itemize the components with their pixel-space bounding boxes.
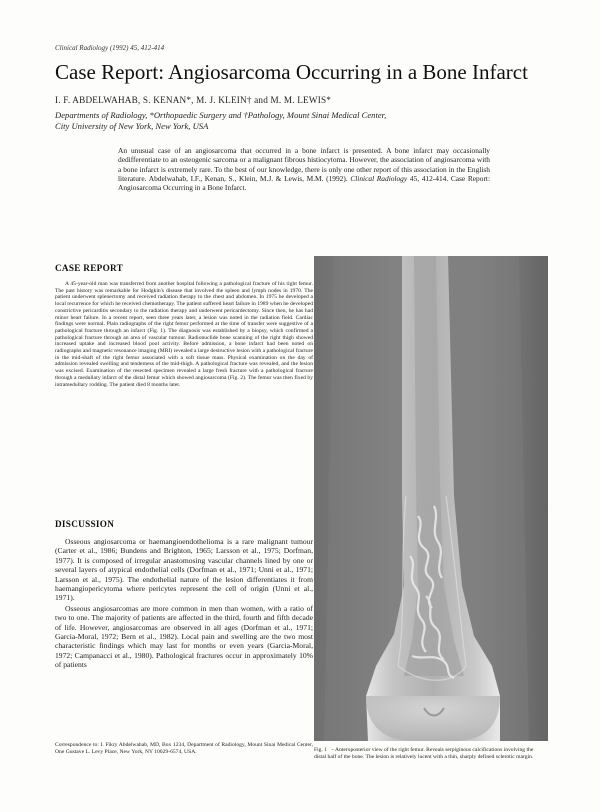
discussion-text [55, 537, 313, 670]
authors: I. F. ABDELWAHAB, S. KENAN*, M. J. KLEIN† and M. M. LEWIS* [55, 95, 332, 105]
affiliation [55, 110, 485, 131]
figure-radiograph [314, 256, 548, 741]
section-heading-discussion: DISCUSSION [55, 519, 115, 529]
discussion-paragraph-2: Osseous angiosarcomas are more common in men than women, with a ratio of two to one. The majority of patients are affected in the third, fourth and fifth decade of life. However, angiosarcomas are observed in all ages (Dorfman et al., 1971; Garcia-Moral, 1972; Bern et al., 1982). Local pain and swelling are the two most characteristic findings which may last for months or even years (Garcia-Moral, 1972; Campanacci et al., 1980). Pathological fractures occur in approximately 10% of patients [55, 603, 313, 670]
abstract-citation-authors: Abdelwahab, I.F., Kenan, S., Klein, M.J. & Lewis, M.M. (1992). [148, 173, 348, 183]
discussion-paragraph-1: Osseous angiosarcoma or haemangioendothelioma is a rare malignant tumour (Carter et al., 1986; Bundens and Brighton, 1965; Larsson et al., 1975; Dorfman, 1977). It is composed of irregular anastomosing vascular channels lined by one or several layers of atypical endothelial cells (Dorfman et al., 1971; Unni et al., 1971; Larsson et al., 1975). The endothelial nature of the lesion differentiates it from haemangiopericytoma where pericytes represent the cell of origin (Unni et al., 1971). [55, 537, 313, 603]
affiliation-line-1: Departments of Radiology, *Orthopaedic Surgery and †Pathology, Mount Sinai Medical Center, [55, 110, 387, 120]
abstract-body: An unusual case of an angiosarcoma that occurred in a bone infarct is presented. A bone infarct may occasionally dedifferentiate to an osteogenic sarcoma or a malignant fibrous histiocytoma. However, the association of angiosarcoma with a bone infarct is extremely rare. To the best of our knowledge, there is only one other report of this association in the English literature. [118, 146, 490, 183]
case-report-paragraph: A 45-year-old man was transferred from another hospital following a pathological fracture of his right femur. The past history was remarkable for Hodgkin's disease that involved the spleen and lymph nodes in 1970. The patient underwent splenectomy and received radiation therapy to the chest and abdomen. In 1975 he developed a local recurrence for which he received chemotherapy. The patient suffered heart failure in 1989 when he developed constrictive pericarditis secondary to the radiation therapy and underwent pericardectomy. Since then, he has had minor heart failure. In a recent report, seen three years later, a lesion was noted in the radiation field. Cardiac findings were normal. Plain radiographs of the right femur performed at the time of transfer were suggestive of a pathological fracture through an infarct (Fig. 1). The diagnosis was established by a biopsy, which confirmed a pathological fracture through an area of vascular tumour. Radionuclide bone scanning of the right thigh showed increased uptake and increased blood pool activity. Before admission, a bone infarct had been noted on radiographs and magnetic resonance imaging (MRI) revealed a large destructive lesion with a pathological fracture in the mid-shaft of the right femur associated with a soft tissue mass. Physical examination on the day of admission revealed swelling and tenderness of the mid-thigh. A pathological fracture was revealed, and the lesion was excised. Examination of the resected specimen revealed a large fresh fracture with a pathological fracture through a medullary infarct of the distal femur which showed angiosarcoma (Fig. 2). The femur was then fixed by intramedullary rodding. The patient died 8 months later. [55, 281, 313, 388]
affiliation-line-2: City University of New York, New York, USA [55, 120, 209, 131]
case-report-text [55, 281, 313, 388]
abstract-citation-journal: Clinical Radiology [350, 173, 408, 183]
paper-title: Case Report: Angiosarcoma Occurring in a Bone Infarct [55, 60, 528, 84]
figure-caption-text: – Anteroposterior view of the right femur. Reveals serpiginous calcifications involving the distal half of the bone. The lesion is relatively lucent with a thin, sharply defined sclerotic margin. [314, 747, 534, 760]
figure-caption [314, 747, 546, 760]
section-heading-case-report: CASE REPORT [55, 263, 124, 273]
journal-header: Clinical Radiology (1992) 45, 412-414 [55, 44, 165, 52]
abstract-citation-rest: 45, 412-414. Case Report: Angiosarcoma Occurring in a Bone Infarct. [118, 173, 491, 193]
anteroposterior-femur-radiograph [314, 256, 548, 741]
correspondence-footnote: Correspondence to: I. Fikry Abdelwahab, MD, Box 1234, Department of Radiology, Mount Sinai Medical Center, One Gustave L. Levy Place, New York, NY 10029-6574, USA. [55, 742, 313, 755]
figure-label: Fig. 1 [314, 747, 328, 753]
abstract [118, 146, 490, 192]
